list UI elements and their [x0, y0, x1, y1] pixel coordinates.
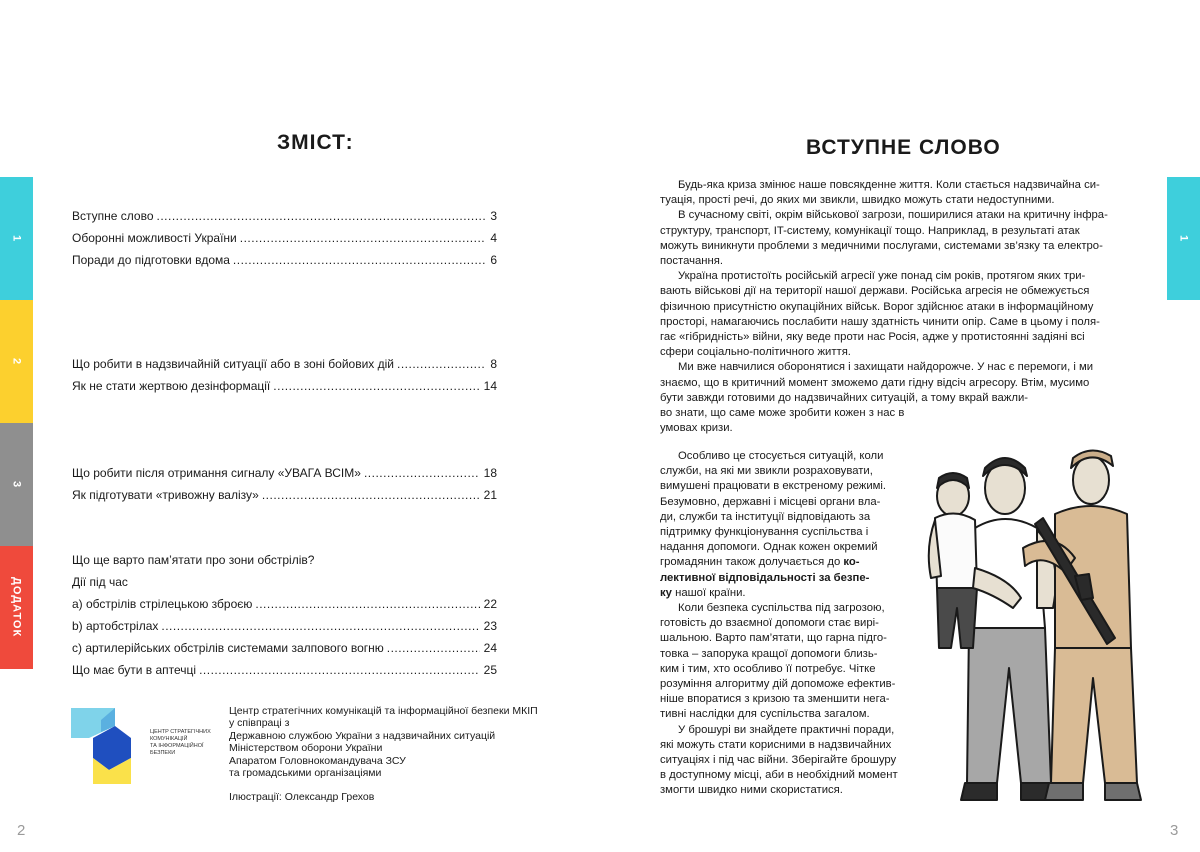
intro-title: ВСТУПНЕ СЛОВО: [806, 136, 1001, 159]
tab-section-1-right[interactable]: 1: [1167, 177, 1200, 300]
people-illustration: [925, 448, 1145, 820]
toc-group-3: [72, 462, 497, 506]
toc-entry[interactable]: Що робити після отримання сигналу «УВАГА ВСІМ» ..... 18: [72, 462, 497, 484]
intro-text-narrow: Особливо це стосується ситуацій, коли служби, на які ми звикли розраховувати, вимушені працювати в екстреному режимі. Безумовно, державні і місцеві органи вла- ди, служби та інституції відповідають за підтримку функціонування суспільства і надання допомоги. Однак кожен окремий громадянин також долучається до ко- лективної відповідальності за безпе- ку нашої країни. Коли безпека суспільства під загрозою, готовість до взаємної допомоги стає вирі- шальною. Варто пам’ятати, що гарна підго- товка – запорука кращої допомоги близь- ким і тим, хто особливо її потребує. Чітке розуміння алгоритму дій допоможе ефектив- ніше впоратися з кризою та зменшити нега- тивні наслідки для суспільства загалом. У брошурі ви знайдете практичні поради, які можуть стати корисними в надзвичайних ситуаціях і під час війни. Зберігайте брошуру в доступному місці, аби в необхідний момент змогти швидко ними скористатися.: [660, 450, 898, 797]
credits-block: Центр стратегічних комунікацій та інформаційної безпеки МКІП у співпраці з Державною службою України з надзвичайних ситуацій Міністерством оборони України Апаратом Головнокомандувача ЗСУ та громадськими організаціями Ілюстрації: Олександр Грехов: [229, 705, 538, 804]
tab-section-2[interactable]: 2: [0, 300, 33, 423]
toc-group-2: [72, 353, 497, 397]
toc-entry[interactable]: Як підготувати «тривожну валізу» ..... 21: [72, 484, 497, 506]
toc-entry[interactable]: Вступне слово ..... 3: [72, 205, 497, 227]
tab-section-1[interactable]: 1: [0, 177, 33, 300]
toc-subheading: Дії під час: [72, 575, 128, 589]
tab-section-3[interactable]: 3: [0, 423, 33, 546]
intro-text-top: Будь-яка криза змінює наше повсякденне життя. Коли стається надзвичайна си- туація, прості речі, до яких ми звикли, швидко можуть стати недоступними. В сучасному світі, окрім військової загрози, поширилися атаки на критичну інфра- структуру, транспорт, IT-систему, комунікації тощо. Наприклад, в результаті атак можуть виникнути проблеми з медичними послугами, системами зв’язку та електро- постачання. Україна протистоїть російській агресії уже понад сім років, протягом яких три- вають військові дії на території нашої держави. Російська агресія не обмежується фізичною присутністю окупаційних військ. Ворог здійснює атаки в інформаційному просторі, намагаючись послабити нашу здатність чинити опір. Саме в цьому і поля- гає «гібридність» війни, яку веде проти нас Росія, адже у протистоянні задіяні всі сфери соціально-політичного життя. Ми вже навчилися оборонятися і захищати найдорожче. У нас є перемоги, і ми знаємо, що в критичний момент зможемо дати гідну відсіч агресору. Втім, мусимо бути завжди готовими до надзвичайних ситуацій, а тому вкрай важли- во знати, що саме може зробити кожен з нас в умовах кризи.: [660, 179, 1108, 435]
toc-heading: Що ще варто пам’ятати про зони обстрілів?: [72, 553, 315, 567]
logo-text: ЦЕНТР СТРАТЕГІЧНИХ КОМУНІКАЦІЙ ТА ІНФОРМАЦІЙНОЇ БЕЗПЕКИ: [150, 729, 211, 756]
center-logo-icon: [71, 708, 145, 784]
toc-entry[interactable]: с) артилерійських обстрілів системами залпового вогню ..... 24: [72, 637, 497, 659]
toc-group-1: [72, 205, 497, 271]
toc-entry[interactable]: Поради до підготовки вдома ..... 6: [72, 249, 497, 271]
toc-entry[interactable]: b) артобстрілах ..... 23: [72, 615, 497, 637]
toc-entry[interactable]: Оборонні можливості України ..... 4: [72, 227, 497, 249]
page-number-left: 2: [17, 822, 26, 839]
toc-entry[interactable]: Що робити в надзвичайній ситуації або в зоні бойових дій ..... 8: [72, 353, 497, 375]
toc-group-4: [72, 549, 497, 681]
toc-entry[interactable]: Що має бути в аптечці ..... 25: [72, 659, 497, 681]
page-number-right: 3: [1170, 822, 1179, 839]
toc-entry[interactable]: а) обстрілів стрілецькою зброєю ..... 22: [72, 593, 497, 615]
toc-title: ЗМІСТ:: [277, 131, 354, 154]
toc-entry[interactable]: Як не стати жертвою дезінформації ..... 14: [72, 375, 497, 397]
tab-appendix[interactable]: ДОДАТОК: [0, 546, 33, 669]
